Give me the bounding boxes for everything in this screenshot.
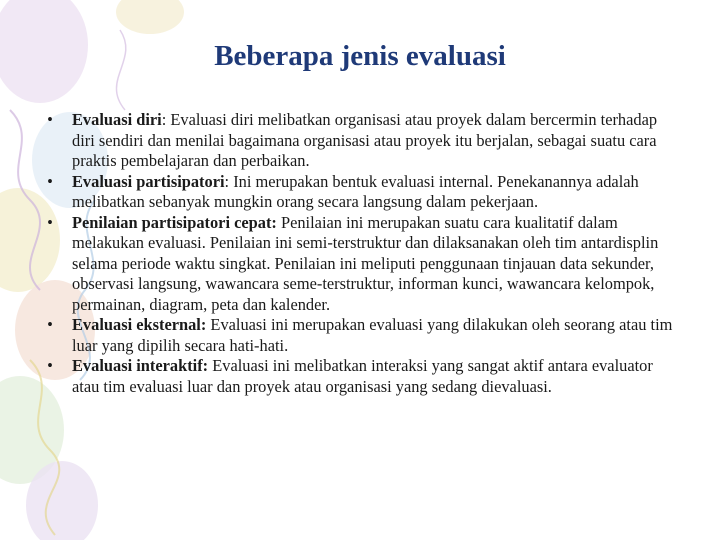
item-separator: : xyxy=(224,171,230,191)
item-term: Penilaian partisipatori cepat: xyxy=(72,212,277,232)
evaluation-type-list xyxy=(40,110,680,397)
item-text: Penilaian ini merupakan suatu cara kualitatif dalam melakukan evaluasi. Penilaian ini semi-terstruktur dan dilaksanakan oleh tim antardisplin selama periode waktu singkat. Penilaian ini meliputi penggunaan tinjauan data sekunder, observasi langsung, wawancara seme-terstruktur, informan kunci, wawancara kelompok, permainan, diagram, peta dan kalender. xyxy=(72,212,659,314)
bullet-marker: • xyxy=(47,212,53,232)
item-term: Evaluasi eksternal: xyxy=(72,315,207,334)
item-text: Ini merupakan bentuk evaluasi internal. Penekanannya adalah melibatkan sebanyak mungkin orang secara langsung dalam pekerjaan. xyxy=(72,171,639,211)
list-item-evaluasi-partisipatori xyxy=(40,172,680,213)
list-item-penilaian-partisipatori-cepat xyxy=(40,213,680,316)
item-text: Evaluasi ini melibatkan interaksi yang sangat aktif antara evaluator atau tim evaluasi luar dan proyek atau organisasi yang sedang dievaluasi. xyxy=(72,356,653,396)
list-item-evaluasi-eksternal xyxy=(40,315,680,356)
item-text: Evaluasi ini merupakan evaluasi yang dilakukan oleh seorang atau tim luar yang dipilih secara hati-hati. xyxy=(72,315,673,355)
bullet-marker: • xyxy=(47,315,53,334)
bullet-marker: • xyxy=(47,356,53,375)
balloon-shape xyxy=(116,0,184,34)
item-term: Evaluasi diri xyxy=(72,110,162,129)
bullet-marker: • xyxy=(47,171,53,191)
slide-title: Beberapa jenis evaluasi xyxy=(214,40,506,72)
item-text: Evaluasi diri melibatkan organisasi atau proyek dalam bercermin terhadap diri sendiri dan menilai bagaimana organisasi atau proyek itu berjalan, sebagai suatu cara praktis pembelajaran dan perbaikan. xyxy=(72,110,658,170)
list-item-evaluasi-interaktif xyxy=(40,356,680,397)
item-separator: : xyxy=(161,110,167,129)
list-item-evaluasi-diri xyxy=(40,110,680,172)
item-term: Evaluasi interaktif: xyxy=(72,356,209,375)
bullet-marker: • xyxy=(47,110,53,129)
item-term: Evaluasi partisipatori xyxy=(72,171,225,191)
